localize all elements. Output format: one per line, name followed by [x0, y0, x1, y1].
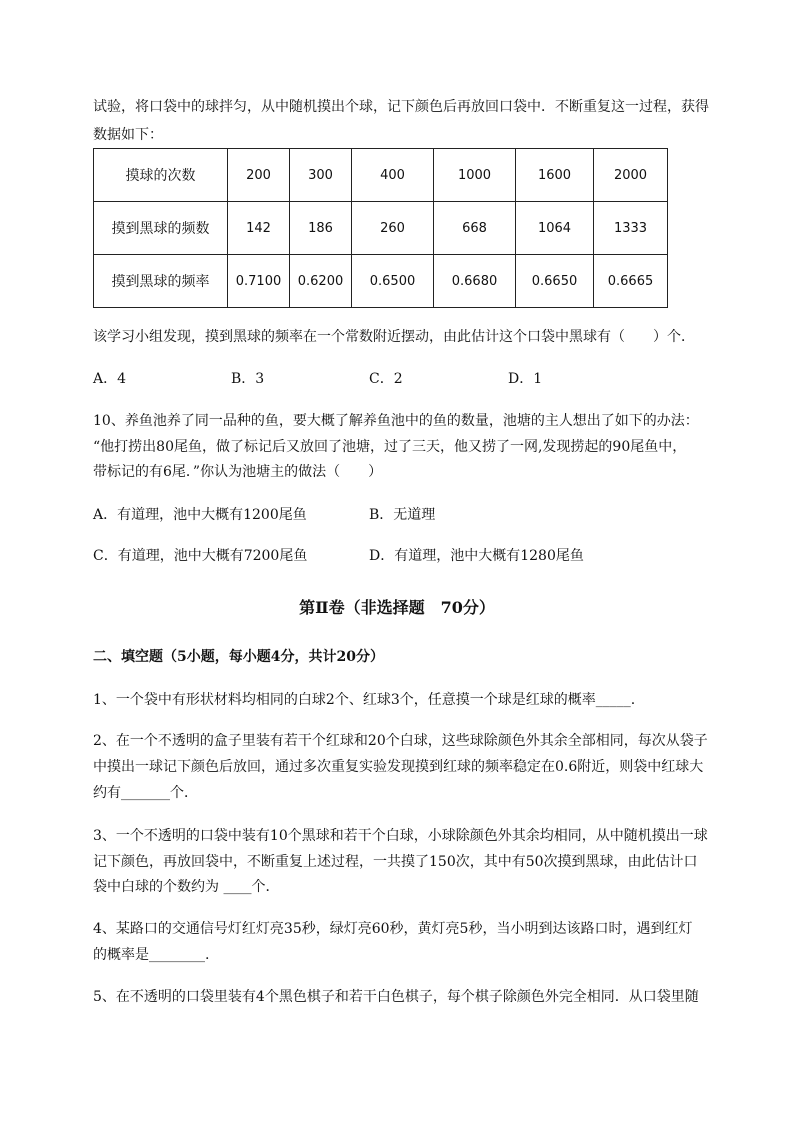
intro-line-2: 数据如下： — [93, 127, 163, 143]
fill-q4-line-1: 4、某路口的交通信号灯红灯亮35秒，绿灯亮60秒，黄灯亮5秒，当小明到达该路口时，遇到红灯 — [93, 921, 693, 937]
q10-line-3: 带标记的有6尾．”你认为池塘主的做法（ ） — [93, 464, 383, 480]
fill-q5-line-1: 5、在不透明的口袋里装有4个黑色棋子和若干白色棋子，每个棋子除颜色外完全相同．从口袋里随 — [93, 989, 699, 1005]
table-cell: 1333 — [594, 202, 668, 255]
table-cell: 1000 — [434, 149, 516, 202]
row-label: 摸到黑球的频率 — [94, 255, 228, 308]
table-cell: 2000 — [594, 149, 668, 202]
table-cell: 200 — [228, 149, 290, 202]
table-cell: 0.6680 — [434, 255, 516, 308]
q10-option-a: A．有道理，池中大概有1200尾鱼 — [93, 507, 307, 523]
q10-option-d: D．有道理，池中大概有1280尾鱼 — [369, 548, 584, 564]
q10-option-b: B．无道理 — [369, 507, 436, 523]
q10-line-2: “他打捞出80尾鱼，做了标记后又放回了池塘，过了三天，他又捞了一网,发现捞起的90尾鱼中， — [93, 439, 687, 455]
row-label: 摸球的次数 — [94, 149, 228, 202]
part-title: 第Ⅱ卷（非选择题 70分） — [299, 598, 495, 617]
row-label: 摸到黑球的频数 — [94, 202, 228, 255]
fill-q4-line-2: 的概率是________. — [93, 947, 210, 963]
table-cell: 300 — [290, 149, 352, 202]
table-cell: 1064 — [516, 202, 594, 255]
section-heading: 二、填空题（5小题，每小题4分，共计20分） — [93, 649, 384, 665]
experiment-table — [93, 148, 668, 308]
table-cell: 0.6665 — [594, 255, 668, 308]
table-cell: 0.6650 — [516, 255, 594, 308]
q9-option-a: A．4 — [93, 371, 127, 387]
fill-q3-line-3: 袋中白球的个数约为 ____个． — [93, 879, 280, 895]
fill-q2-line-2: 中摸出一球记下颜色后放回，通过多次重复实验发现摸到红球的频率稳定在0.6附近，则袋中红球大 — [93, 759, 704, 775]
fill-q2-line-3: 约有_______个． — [93, 785, 198, 801]
table-cell: 0.7100 — [228, 255, 290, 308]
fill-q3-line-2: 记下颜色，再放回袋中，不断重复上述过程，一共摸了150次，其中有50次摸到黑球，由此估计口 — [93, 854, 698, 870]
fill-q2-line-1: 2、在一个不透明的盒子里装有若干个红球和20个白球，这些球除颜色外其余全部相同，每次从袋子 — [93, 733, 708, 749]
q10-line-1: 10、养鱼池养了同一品种的鱼，要大概了解养鱼池中的鱼的数量，池塘的主人想出了如下的办法： — [93, 413, 699, 429]
table-row — [94, 255, 668, 308]
table-cell: 260 — [352, 202, 434, 255]
table-cell: 0.6200 — [290, 255, 352, 308]
q10-option-c: C．有道理，池中大概有7200尾鱼 — [93, 548, 308, 564]
q9-option-d: D．1 — [508, 371, 543, 387]
table-cell: 400 — [352, 149, 434, 202]
intro-line-1: 试验，将口袋中的球拌匀，从中随机摸出个球，记下颜色后再放回口袋中．不断重复这一过程，获得 — [93, 99, 709, 115]
table-cell: 1600 — [516, 149, 594, 202]
table-row — [94, 149, 668, 202]
table-cell: 142 — [228, 202, 290, 255]
q9-option-b: B．3 — [231, 371, 265, 387]
table-cell: 668 — [434, 202, 516, 255]
fill-q1: 1、一个袋中有形状材料均相同的白球2个、红球3个，任意摸一个球是红球的概率_____. — [93, 692, 636, 708]
table-row — [94, 202, 668, 255]
fill-q3-line-1: 3、一个不透明的口袋中装有10个黑球和若干个白球，小球除颜色外其余均相同，从中随机摸出一球 — [93, 828, 708, 844]
q9-conclusion: 该学习小组发现，摸到黑球的频率在一个常数附近摆动，由此估计这个口袋中黑球有（ ）个． — [93, 329, 695, 345]
q9-option-c: C．2 — [369, 371, 403, 387]
table-cell: 186 — [290, 202, 352, 255]
table-cell: 0.6500 — [352, 255, 434, 308]
